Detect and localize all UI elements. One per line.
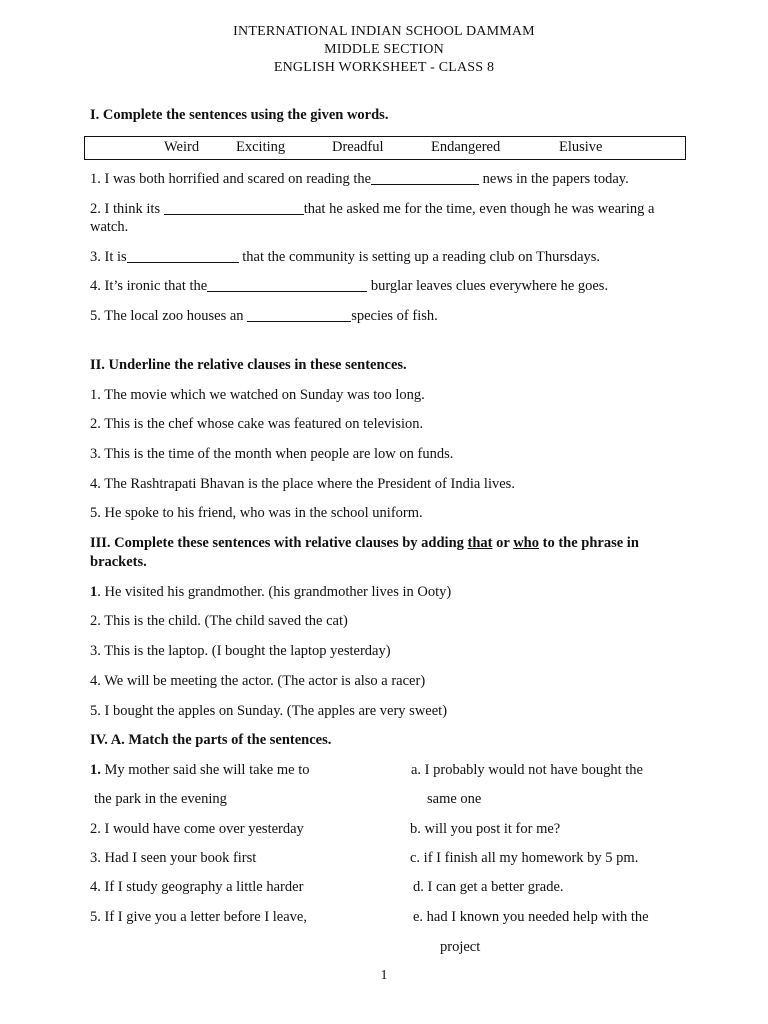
s1-question-5 [90, 308, 438, 325]
section2-heading: II. Underline the relative clauses in these sentences. [90, 357, 407, 373]
s4-right-d: d. I can get a better grade. [413, 879, 564, 895]
s3-word-that: that [467, 535, 493, 551]
word-endangered: Endangered [431, 139, 501, 155]
s3-item1-number: 1 [90, 584, 98, 600]
section4-heading: IV. A. Match the parts of the sentences. [90, 732, 332, 748]
s3-item-2: 2. This is the child. (The child saved the cat) [90, 613, 348, 629]
s2-item-1: 1. The movie which we watched on Sunday was too long. [90, 387, 425, 403]
s1-q5-blank[interactable] [247, 309, 351, 322]
s4-left-4: 4. If I study geography a little harder [90, 879, 304, 895]
s1-q1-blank[interactable] [371, 172, 479, 185]
s2-item-5: 5. He spoke to his friend, who was in the school uniform. [90, 505, 423, 521]
s4-left-1 [90, 762, 309, 779]
s1-q3-text-before: 3. It is [90, 249, 127, 265]
s3-word-who: who [513, 535, 539, 551]
s4-left-2: 2. I would have come over yesterday [90, 821, 304, 837]
s1-question-1 [90, 171, 629, 188]
s1-q5-text-after: species of fish. [351, 308, 438, 324]
s4-left1-text: My mother said she will take me to [100, 762, 310, 778]
s4-right-a-cont: same one [427, 791, 482, 807]
section1-heading: I. Complete the sentences using the given words. [90, 107, 389, 123]
s1-q5-text-before: 5. The local zoo houses an [90, 308, 248, 324]
worksheet-title: ENGLISH WORKSHEET - CLASS 8 [273, 60, 495, 75]
s4-left1-number: 1. [90, 762, 101, 778]
s1-q2-line2: watch. [90, 219, 129, 235]
s3-item-5: 5. I bought the apples on Sunday. (The apples are very sweet) [90, 703, 448, 719]
word-dreadful: Dreadful [332, 139, 384, 155]
word-box [84, 136, 686, 160]
s1-question-2 [90, 201, 654, 218]
s1-q2-text-before: 2. I think its [90, 201, 164, 217]
s1-q4-text-before: 4. It’s ironic that the [90, 278, 208, 294]
s1-q2-text-after: that he asked me for the time, even though he was wearing a [303, 201, 655, 217]
s1-question-4 [90, 278, 608, 295]
word-elusive: Elusive [559, 139, 603, 155]
s4-left-5: 5. If I give you a letter before I leave, [90, 909, 307, 925]
s1-q3-blank[interactable] [127, 250, 239, 263]
section3-heading [90, 535, 639, 552]
s3-heading-text-1: III. Complete these sentences with relative clauses by adding [90, 535, 468, 551]
s4-left-3: 3. Had I seen your book first [90, 850, 257, 866]
school-name: INTERNATIONAL INDIAN SCHOOL DAMMAM [233, 24, 535, 39]
page-number: 1 [380, 968, 388, 983]
s2-item-4: 4. The Rashtrapati Bhavan is the place where the President of India lives. [90, 476, 515, 492]
s2-item-3: 3. This is the time of the month when people are low on funds. [90, 446, 454, 462]
s1-q4-text-after: burglar leaves clues everywhere he goes. [367, 278, 609, 294]
s3-item-4: 4. We will be meeting the actor. (The actor is also a racer) [90, 673, 426, 689]
s4-right-c: c. if I finish all my homework by 5 pm. [410, 850, 639, 866]
s1-q4-blank[interactable] [207, 279, 367, 292]
word-weird: Weird [164, 139, 200, 155]
s3-heading-text-2: to the phrase in [539, 535, 639, 551]
section3-heading-line2: brackets. [90, 554, 147, 570]
s4-right-e: e. had I known you needed help with the [413, 909, 649, 925]
s1-q3-text-after: that the community is setting up a reading club on Thursdays. [238, 249, 601, 265]
s3-item1-text: . He visited his grandmother. (his grandmother lives in Ooty) [97, 584, 452, 600]
s4-right-a: a. I probably would not have bought the [411, 762, 643, 778]
s3-word-or: or [492, 535, 514, 551]
section-name: MIDDLE SECTION [324, 42, 444, 57]
s4-right-b: b. will you post it for me? [410, 821, 561, 837]
s2-item-2: 2. This is the chef whose cake was featured on television. [90, 416, 424, 432]
s3-item-3: 3. This is the laptop. (I bought the laptop yesterday) [90, 643, 391, 659]
s1-q2-blank[interactable] [164, 202, 304, 215]
s3-item-1 [90, 584, 451, 601]
word-exciting: Exciting [236, 139, 286, 155]
s4-left-1-cont: the park in the evening [94, 791, 227, 807]
s1-q1-text-before: 1. I was both horrified and scared on reading the [90, 171, 372, 187]
s4-right-e-cont: project [440, 939, 481, 955]
s1-question-3 [90, 249, 600, 266]
s1-q1-text-after: news in the papers today. [479, 171, 629, 187]
